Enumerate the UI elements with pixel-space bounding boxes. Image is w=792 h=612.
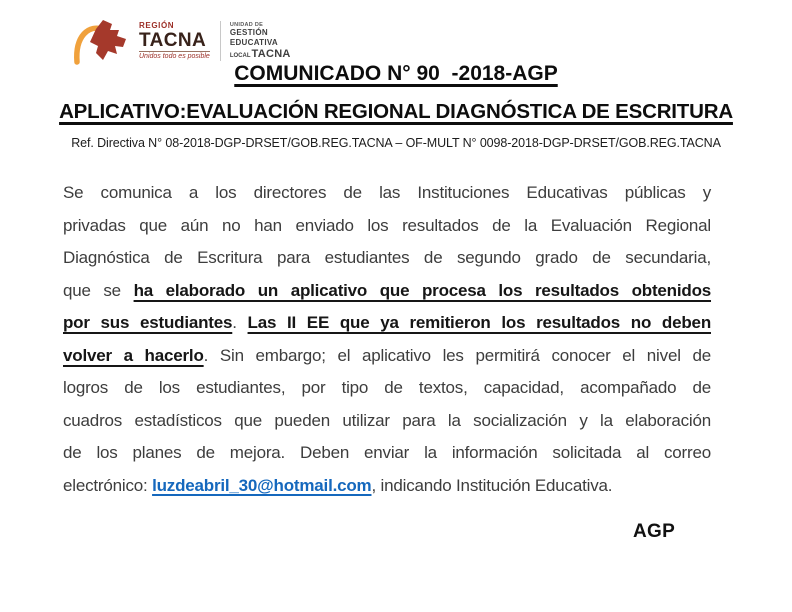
region-label: REGIÓN [139, 20, 175, 30]
ugel-line-local-tacna [230, 48, 291, 60]
region-tagline: Unidos todo es posible [139, 53, 210, 61]
signature-agp: AGP [633, 521, 676, 542]
body-text-segment: que se [63, 280, 134, 300]
reference-line: Ref. Directiva N° 08-2018-DGP-DRSET/GOB.REG.TACNA – OF-MULT N° 0098-2018-DGP-DRSET/GOB.REG.TACNA [71, 136, 721, 150]
body-line [63, 242, 711, 275]
body-line [63, 437, 711, 470]
ugel-line-educativa: EDUCATIVA [229, 38, 279, 47]
body-paragraph [63, 177, 711, 502]
comunicado-title: COMUNICADO N° 90 -2018-AGP [234, 62, 558, 85]
region-name: TACNA [139, 29, 207, 51]
body-text-segment: privadas que aún no han enviado los resultados de la Evaluación Regional [63, 215, 711, 235]
body-text-segment: , indicando Institución Educativa. [371, 475, 613, 495]
ugel-tacna-label: TACNA [251, 47, 291, 60]
ugel-line-unidad: UNIDAD DE [229, 22, 264, 29]
body-text-segment: Se comunica a los directores de las Instituciones Educativas públicas y [63, 183, 711, 202]
body-line [63, 275, 711, 308]
body-text-segment: Diagnóstica de Escritura para estudiantes de segundo grado de secundaria, [63, 248, 711, 267]
body-line [63, 307, 711, 340]
body-text-segment: . Sin embargo; el aplicativo les permitirá conocer el nivel de [203, 345, 711, 365]
body-line [63, 470, 711, 503]
body-text-segment: volver a hacerlo [63, 345, 204, 365]
body-line [63, 405, 711, 438]
body-text-segment: ha elaborado un aplicativo que procesa los resultados obtenidos [133, 280, 712, 300]
region-tacna-ugel-logo [72, 16, 291, 66]
body-text-segment: cuadros estadísticos que pueden utilizar para la socialización y la elaboración [63, 410, 711, 430]
body-text-segment: . [232, 313, 248, 332]
logo-divider [220, 21, 221, 61]
body-line [63, 177, 711, 210]
body-text-segment: Las II EE que ya remitieron los resultados no deben [247, 313, 711, 332]
aplicativo-subtitle: APLICATIVO:EVALUACIÓN REGIONAL DIAGNÓSTICA DE ESCRITURA [59, 100, 733, 123]
body-text-segment: por sus estudiantes [63, 313, 233, 332]
body-line [63, 210, 711, 243]
body-text-segment: de los planes de mejora. Deben enviar la información solicitada al correo [63, 443, 711, 462]
region-tacna-wordmark [139, 22, 210, 60]
region-tacna-logo-icon [72, 17, 134, 65]
ugel-line-gestion: GESTIÓN [229, 28, 268, 38]
body-line [63, 372, 711, 405]
ugel-local-label: LOCAL [229, 52, 251, 59]
body-line [63, 340, 711, 373]
email-link[interactable]: luzdeabril_30@hotmail.com [152, 475, 372, 495]
ugel-wordmark [230, 22, 291, 59]
body-text-segment: logros de los estudiantes, por tipo de textos, capacidad, acompañado de [63, 378, 711, 397]
body-text-segment: electrónico: [63, 475, 153, 495]
